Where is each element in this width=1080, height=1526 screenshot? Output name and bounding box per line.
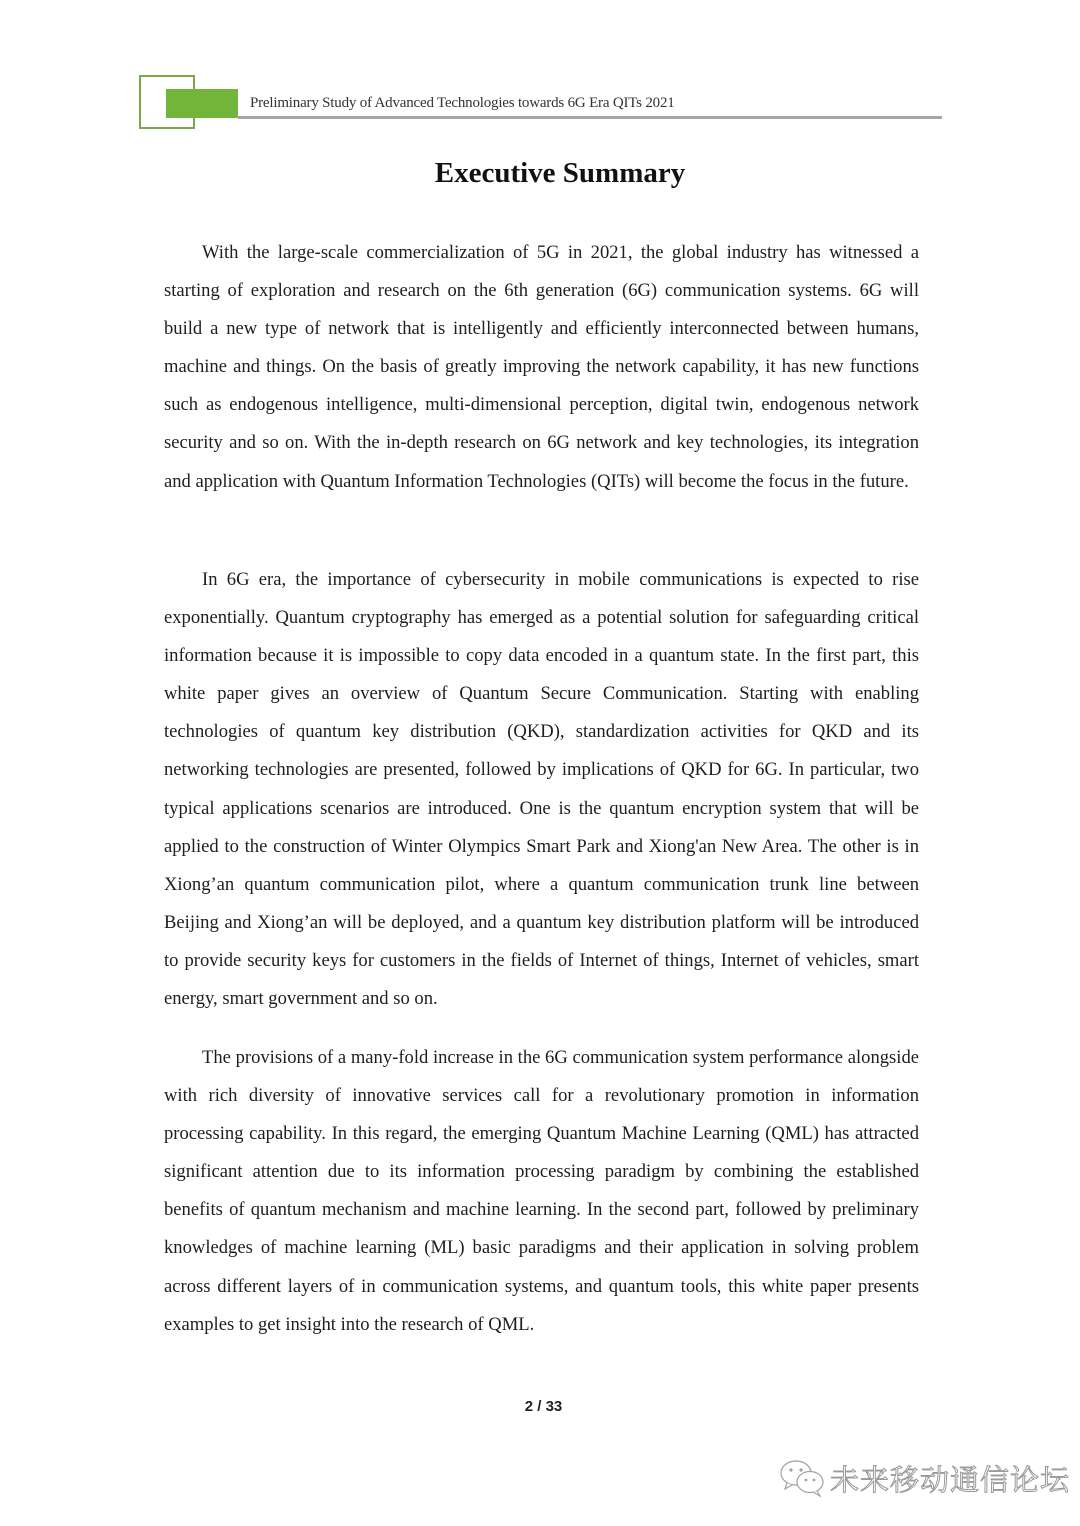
paragraph-3: The provisions of a many-fold increase in the 6G communication system performance alongside with rich diversity of innovative services call for a revolutionary promotion in information processing capability. In this regard, the emerging Quantum Machine Learning (QML) has attracted significant attention due to its information processing paradigm by combining the established benefits of quantum mechanism and machine learning. In the second part, followed by preliminary knowledges of machine learning (ML) basic paradigms and their application in solving problem across different layers of in communication systems, and quantum tools, this white paper presents examples to get insight into the research of QML. xyxy=(164,1047,919,1335)
watermark-text: 未来移动通信论坛 xyxy=(830,1462,1071,1497)
header-rule xyxy=(238,116,942,119)
wechat-icon xyxy=(778,1458,828,1498)
watermark xyxy=(778,1456,1070,1500)
paragraph-1: With the large-scale commercialization of 5G in 2021, the global industry has witnessed a starting of exploration and research on the 6th generation (6G) communication systems. 6G will build a new type of network that is intelligently and efficiently interconnected between humans, machine and things. On the basis of greatly improving the network capability, it has new functions such as endogenous intelligence, multi-dimensional perception, digital twin, endogenous network security and so on. With the in-depth research on 6G network and key technologies, its integration and application with Quantum Information Technologies (QITs) will become the focus in the future. xyxy=(164,242,919,492)
page-number: 2 / 33 xyxy=(524,1398,563,1415)
paragraph-1-container xyxy=(164,234,919,501)
paragraph-3-container xyxy=(164,1039,919,1344)
header-green-block xyxy=(166,89,238,118)
paragraph-2-container xyxy=(164,561,919,1018)
running-header-title: Preliminary Study of Advanced Technologies towards 6G Era QITs 2021 xyxy=(250,95,675,111)
paragraph-2: In 6G era, the importance of cybersecurity in mobile communications is expected to rise exponentially. Quantum cryptography has emerged as a potential solution for safeguarding critical information because it is impossible to copy data encoded in a quantum state. In the first part, this white paper gives an overview of Quantum Secure Communication. Starting with enabling technologies of quantum key distribution (QKD), standardization activities for QKD and its networking technologies are presented, followed by implications of QKD for 6G. In particular, two typical applications scenarios are introduced. One is the quantum encryption system that will be applied to the construction of Winter Olympics Smart Park and Xiong'an New Area. The other is in Xiong’an quantum communication pilot, where a quantum communication trunk line between Beijing and Xiong’an will be deployed, and a quantum key distribution platform will be introduced to provide security keys for customers in the fields of Internet of things, Internet of vehicles, smart energy, smart government and so on. xyxy=(164,569,919,1010)
page-title: Executive Summary xyxy=(434,157,686,189)
